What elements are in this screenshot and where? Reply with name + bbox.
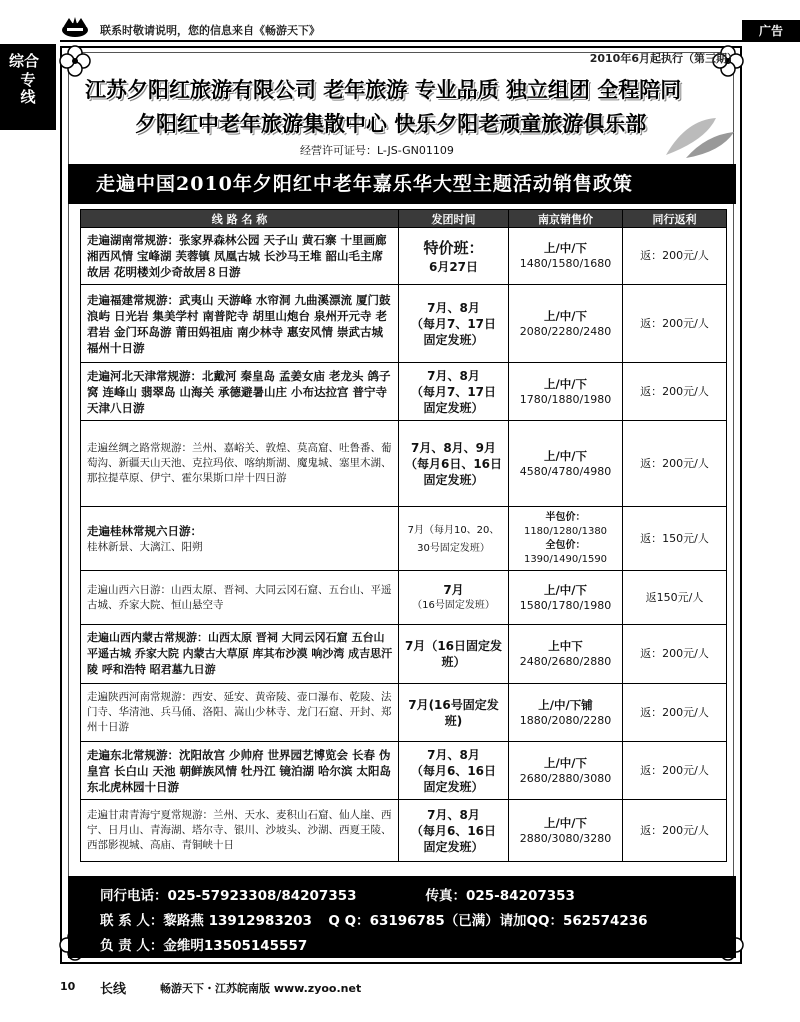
rebate: 返：200元/人	[623, 625, 727, 684]
departure-note: 固定发班）	[423, 400, 484, 415]
table-row	[81, 285, 727, 363]
page-number: 10	[60, 980, 76, 993]
leaf-decoration-icon	[656, 110, 736, 160]
rebate: 返：200元/人	[623, 800, 727, 862]
sale-price	[509, 228, 623, 285]
departure-months: 7月、8月	[427, 368, 480, 383]
top-bar	[0, 0, 800, 44]
sale-price	[509, 507, 623, 571]
table-row	[81, 228, 727, 285]
peer-phone: 025-57923308/84207353	[167, 888, 357, 904]
departure-months: 7月、8月	[427, 807, 480, 822]
sale-price	[509, 684, 623, 742]
policy-banner: 走遍中国2010年夕阳红中老年嘉乐华大型主题活动销售政策	[68, 164, 736, 204]
price-value: 2480/2680/2880	[519, 655, 612, 668]
column-header-route: 线 路 名 称	[81, 210, 399, 228]
departure-time	[399, 742, 509, 800]
departure-time: 7月、8月、9月（每月6日、16日固定发班）	[399, 421, 509, 507]
rebate: 返：200元/人	[623, 363, 727, 421]
berth-label: 上/中/下	[544, 582, 587, 597]
rebate: 返：200元/人	[623, 285, 727, 363]
license-number: 经营许可证号：L-JS-GN01109	[300, 144, 454, 157]
departure-time: 7月（16日固定发班）	[399, 625, 509, 684]
center-headline: 夕阳红中老年旅游集散中心 快乐夕阳老顽童旅游俱乐部	[135, 112, 647, 136]
departure-time	[399, 800, 509, 862]
berth-label: 上/中/下	[544, 241, 587, 255]
route-name: 走遍东北常规游：沈阳故宫 少帅府 世界园艺博览会 长春 伪皇宫 长白山 天池 朝鲜族风情 牡丹江 镜泊湖 哈尔滨 太阳岛 东北虎林园十日游	[81, 742, 399, 800]
berth-label: 上/中/下	[544, 755, 587, 770]
departure-date: 6月27日	[428, 260, 479, 274]
departure-note: 固定发班）	[423, 332, 484, 347]
berth-label: 上/中/下	[544, 376, 587, 391]
departure-months: 7月	[443, 582, 464, 597]
peer-phone-label: 同行电话：	[100, 888, 168, 904]
sale-price	[509, 285, 623, 363]
special-label: 特价班：	[423, 239, 484, 257]
route-name	[81, 507, 399, 571]
berth-label: 上中下	[548, 639, 583, 653]
full-package-label: 全包价：	[545, 539, 586, 551]
contact-person: 黎路燕 13912983203	[163, 913, 312, 929]
berth-label: 上/中/下	[544, 815, 587, 830]
column-header-departure: 发团时间	[399, 210, 509, 228]
departure-months: 7月、8月	[427, 300, 480, 315]
departure-months: 7月、8月	[427, 747, 480, 762]
route-name: 走遍甘肃青海宁夏常规游：兰州、天水、麦积山石窟、仙人崖、西宁、日月山、青海湖、塔尔寺、银川、沙坡头、沙湖、西夏王陵、西部影视城、高庙、青铜峡十日	[81, 800, 399, 862]
departure-time	[399, 285, 509, 363]
qq-label: Q Q：	[328, 913, 370, 929]
rebate: 返150元/人	[623, 571, 727, 625]
rebate: 返：150元/人	[623, 507, 727, 571]
departure-time	[399, 507, 509, 571]
contact-row-phone	[100, 884, 575, 904]
side-tab-line1: 综合	[9, 52, 40, 70]
sale-price	[509, 571, 623, 625]
new-qq-number: 562574236	[563, 913, 648, 929]
section-side-tab	[0, 44, 56, 130]
sale-price	[509, 363, 623, 421]
berth-label: 上/中/下	[544, 448, 587, 463]
contact-block	[68, 876, 736, 958]
departure-time	[399, 228, 509, 285]
price-value: 1480/1580/1680	[519, 257, 612, 270]
full-package-price: 1390/1490/1590	[523, 553, 608, 565]
departure-days: （每月7、17日	[410, 316, 497, 331]
ad-tag: 广告	[742, 20, 800, 42]
route-name: 走遍湖南常规游：张家界森林公园 天子山 黄石寨 十里画廊 湘西风情 宝峰湖 芙蓉镇 凤凰古城 长沙马王堆 韶山毛主席故居 花明楼刘少奇故居８日游	[81, 228, 399, 285]
departure-days: （每月6、16日	[410, 823, 497, 838]
route-name: 走遍丝绸之路常规游：兰州、嘉峪关、敦煌、莫高窟、吐鲁番、葡萄沟、新疆天山天池、克拉玛依、喀纳斯湖、魔鬼城、塞里木湖、那拉提草原、伊宁、霍尔果斯口岸十四日游	[81, 421, 399, 507]
departure-note: 固定发班）	[423, 839, 484, 854]
route-name: 走遍河北天津常规游：北戴河 秦皇岛 孟姜女庙 老龙头 鸽子窝 连峰山 翡翠岛 山海关 承德避暑山庄 小布达拉宫 普宁寺 天津八日游	[81, 363, 399, 421]
contact-row-owner	[100, 934, 307, 954]
table-row	[81, 684, 727, 742]
departure-time	[399, 363, 509, 421]
route-name: 走遍山西六日游：山西太原、晋祠、大同云冈石窟、五台山、平遥古城、乔家大院、恒山悬空寺	[81, 571, 399, 625]
price-value: 2080/2280/2480	[519, 324, 612, 338]
price-value: 1580/1780/1980	[519, 598, 612, 612]
table-row	[81, 800, 727, 862]
section-brand: 长线	[100, 982, 127, 997]
price-value: 1880/2080/2280	[519, 713, 612, 727]
departure-time	[399, 571, 509, 625]
rebate: 返：200元/人	[623, 421, 727, 507]
qq-number: 63196785（已满）	[369, 913, 499, 929]
price-value: 2880/3080/3280	[519, 831, 612, 845]
table-row	[81, 625, 727, 684]
rebate: 返：200元/人	[623, 742, 727, 800]
departure-time: 7月(16号固定发班)	[399, 684, 509, 742]
departure-text: 7月（每月10、20、30号固定发班）	[407, 524, 500, 554]
page-footer	[60, 978, 742, 998]
route-title: 走遍桂林常规六日游：	[87, 523, 202, 538]
publication-site: 畅游天下・江苏皖南版 www.zyoo.net	[160, 982, 362, 995]
owner-label: 负 责 人：	[100, 938, 164, 954]
table-row	[81, 363, 727, 421]
company-headline: 江苏夕阳红旅游有限公司 老年旅游 专业品质 独立组团 全程陪同	[85, 78, 682, 102]
table-row	[81, 571, 727, 625]
route-detail: 桂林新景、大漓江、阳朔	[87, 540, 203, 553]
departure-note: 固定发班）	[423, 779, 484, 794]
route-name: 走遍山西内蒙古常规游：山西太原 晋祠 大同云冈石窟 五台山 平遥古城 乔家大院 内蒙古大草原 库其布沙漠 响沙湾 成吉思汗陵 呼和浩特 昭君墓九日游	[81, 625, 399, 684]
side-tab-line2: 专线	[20, 71, 36, 106]
berth-label: 上/中/下	[544, 308, 587, 323]
fax-label: 传真：	[425, 888, 466, 904]
sale-price	[509, 742, 623, 800]
contact-label: 联 系 人：	[100, 913, 164, 929]
half-package-label: 半包价：	[545, 511, 586, 523]
route-name: 走遍陕西河南常规游：西安、延安、黄帝陵、壶口瀑布、乾陵、法门寺、华清池、兵马俑、洛阳、嵩山少林寺、龙门石窟、开封、郑州十日游	[81, 684, 399, 742]
table-header-row	[81, 210, 727, 228]
sale-price	[509, 625, 623, 684]
table-row	[81, 742, 727, 800]
new-qq-label: 请加QQ：	[499, 913, 564, 929]
sale-price	[509, 800, 623, 862]
table-row	[81, 421, 727, 507]
rebate: 返：200元/人	[623, 684, 727, 742]
departure-days: （每月6、16日	[410, 763, 497, 778]
route-table	[80, 209, 727, 862]
column-header-rebate: 同行返利	[623, 210, 727, 228]
half-package-price: 1180/1280/1380	[523, 525, 608, 537]
rebate: 返：200元/人	[623, 228, 727, 285]
execution-date: 2010年6月起执行（第三期）	[589, 52, 738, 65]
departure-note: （16号固定发班）	[412, 599, 495, 611]
fax-number: 025-84207353	[466, 888, 575, 904]
sale-price	[509, 421, 623, 507]
column-header-price: 南京销售价	[509, 210, 623, 228]
table-row	[81, 507, 727, 571]
price-value: 1780/1880/1980	[519, 392, 612, 406]
corner-flower-icon	[58, 44, 92, 78]
route-name: 走遍福建常规游：武夷山 天游峰 水帘洞 九曲溪漂流 厦门鼓浪屿 日光岩 集美学村 南普陀寺 胡里山炮台 泉州开元寺 老君岩 金门环岛游 莆田妈祖庙 南少林寺 惠安风情 崇武古城 福州十日游	[81, 285, 399, 363]
price-value: 2680/2880/3080	[519, 771, 612, 785]
top-rule	[60, 40, 800, 42]
berth-label: 上/中/下铺	[538, 697, 593, 712]
owner-name: 金维明13505145557	[163, 938, 308, 954]
magazine-logo-icon	[60, 14, 90, 40]
contact-row-person	[100, 909, 648, 929]
price-value: 4580/4780/4980	[519, 464, 612, 478]
departure-days: （每月7、17日	[410, 384, 497, 399]
source-notice: 联系时敬请说明，您的信息来自《畅游天下》	[100, 24, 320, 37]
